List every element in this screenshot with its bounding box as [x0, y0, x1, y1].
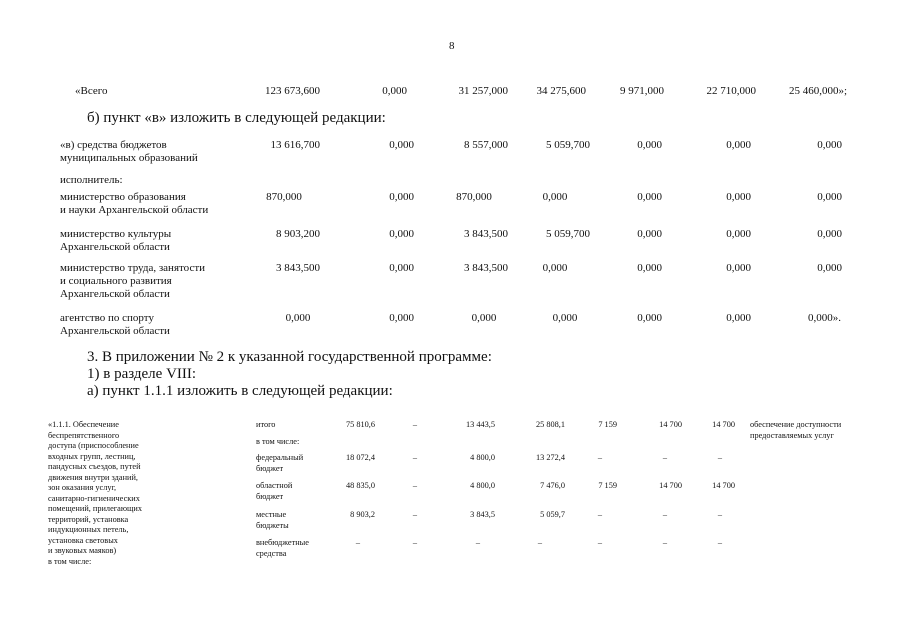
program-item-description: «1.1.1. Обеспечение беспрепятственного доступа (приспособление входных групп, лестниц, пандусных съездов, путей движения внутри зданий, зон оказания услуг, санитарно-гигиенических помещений, прилегающих территорий, установка индукционных петель, установка световых и звуковых маяков) в том числе: [48, 420, 143, 566]
table-cell: 5 059,700 [546, 139, 590, 151]
table-cell: 0,000». [808, 312, 841, 324]
table-cell: 0,000 [726, 139, 751, 151]
table-cell: 0,000 [817, 139, 842, 151]
table-cell: 3 843,500 [276, 262, 320, 274]
table-cell: 4 800,0 [470, 481, 495, 490]
table-cell: 0,000 [637, 228, 662, 240]
total-row-value: 22 710,000 [706, 85, 756, 97]
program-item-result: обеспечение доступности предоставляемых услуг [750, 420, 842, 440]
section-heading: а) пункт 1.1.1 изложить в следующей редакции: [87, 383, 393, 399]
table-cell: – [475, 538, 481, 547]
table-cell: 0,000 [637, 312, 662, 324]
table-cell: – [412, 453, 418, 462]
table-cell: – [412, 420, 418, 429]
funding-source: областной бюджет [256, 481, 293, 501]
total-row-value: 25 460,000»; [789, 85, 848, 97]
funding-source: итого [256, 420, 276, 429]
table-cell: 0,000 [817, 262, 842, 274]
table-cell: 5 059,7 [540, 510, 565, 519]
table-cell: 0,000 [637, 139, 662, 151]
table-cell: – [717, 453, 723, 462]
section-heading: б) пункт «в» изложить в следующей редакции: [87, 110, 386, 126]
table-row-label: агентство по спорту Архангельской области [60, 312, 170, 337]
table-cell: 0,000 [389, 312, 414, 324]
table-cell: 5 059,700 [546, 228, 590, 240]
table-row-label: министерство образования и науки Архангельской области [60, 191, 209, 216]
table-cell: 0,000 [389, 139, 414, 151]
table-cell: – [717, 538, 723, 547]
funding-source: местные бюджеты [256, 510, 289, 530]
table-cell: 0,000 [542, 191, 568, 203]
total-row-value: 34 275,600 [536, 85, 586, 97]
table-cell: 25 808,1 [535, 420, 565, 429]
table-cell: 14 700 [659, 481, 682, 490]
total-row-value: 9 971,000 [620, 85, 664, 97]
table-cell: 0,000 [726, 262, 751, 274]
total-row-label: «Всего [75, 85, 108, 97]
funding-source: федеральный бюджет [256, 453, 304, 473]
table-cell: 0,000 [817, 228, 842, 240]
table-cell: 48 835,0 [345, 481, 375, 490]
table-cell: 0,000 [285, 312, 311, 324]
table-cell: 0,000 [637, 191, 662, 203]
table-row-label: «в) средства бюджетов муниципальных образований [60, 139, 198, 164]
table-cell: 8 557,000 [464, 139, 508, 151]
section-heading: 1) в разделе VIII: [87, 366, 197, 382]
table-cell: 7 159 [598, 481, 617, 490]
total-row-value: 0,000 [382, 85, 407, 97]
table-cell: 75 810,6 [345, 420, 375, 429]
table-cell: – [412, 538, 418, 547]
table-cell: 870,000 [266, 191, 302, 203]
table-cell: 13 272,4 [535, 453, 565, 462]
table-row-label: министерство труда, занятости и социального развития Архангельской области [60, 262, 206, 300]
funding-source: в том числе: [256, 437, 300, 446]
table-cell: 7 476,0 [540, 481, 565, 490]
table-cell: – [412, 510, 418, 519]
table-cell: 0,000 [817, 191, 842, 203]
table-cell: – [717, 510, 723, 519]
table-cell: 14 700 [712, 481, 735, 490]
table-cell: 0,000 [637, 262, 662, 274]
funding-source: внебюджетные средства [256, 538, 309, 558]
table-cell: – [662, 538, 668, 547]
table-row-label: исполнитель: [60, 174, 123, 186]
table-cell: 3 843,500 [464, 228, 508, 240]
table-cell: – [412, 481, 418, 490]
table-cell: 7 159 [598, 420, 617, 429]
table-cell: – [597, 453, 603, 462]
table-cell: 0,000 [726, 228, 751, 240]
table-cell: 14 700 [712, 420, 735, 429]
section-heading: 3. В приложении № 2 к указанной государственной программе: [87, 349, 492, 365]
table-cell: – [355, 538, 361, 547]
table-cell: 13 443,5 [465, 420, 495, 429]
table-cell: 3 843,5 [470, 510, 495, 519]
table-cell: – [662, 453, 668, 462]
table-cell: 870,000 [456, 191, 492, 203]
table-cell: 13 616,700 [270, 139, 320, 151]
table-cell: 0,000 [542, 262, 568, 274]
table-cell: 0,000 [726, 312, 751, 324]
table-cell: – [537, 538, 543, 547]
table-cell: 8 903,200 [276, 228, 320, 240]
table-cell: – [597, 538, 603, 547]
table-cell: 14 700 [659, 420, 682, 429]
table-cell: 0,000 [389, 262, 414, 274]
total-row-value: 31 257,000 [458, 85, 508, 97]
table-cell: 8 903,2 [350, 510, 375, 519]
table-cell: 3 843,500 [464, 262, 508, 274]
table-cell: – [662, 510, 668, 519]
table-cell: 4 800,0 [470, 453, 495, 462]
table-cell: 0,000 [471, 312, 497, 324]
page-number: 8 [449, 40, 455, 52]
table-cell: 0,000 [389, 191, 414, 203]
table-cell: 0,000 [389, 228, 414, 240]
table-cell: – [597, 510, 603, 519]
table-row-label: министерство культуры Архангельской области [60, 228, 172, 253]
table-cell: 18 072,4 [345, 453, 375, 462]
table-cell: 0,000 [552, 312, 578, 324]
total-row-value: 123 673,600 [265, 85, 320, 97]
table-cell: 0,000 [726, 191, 751, 203]
